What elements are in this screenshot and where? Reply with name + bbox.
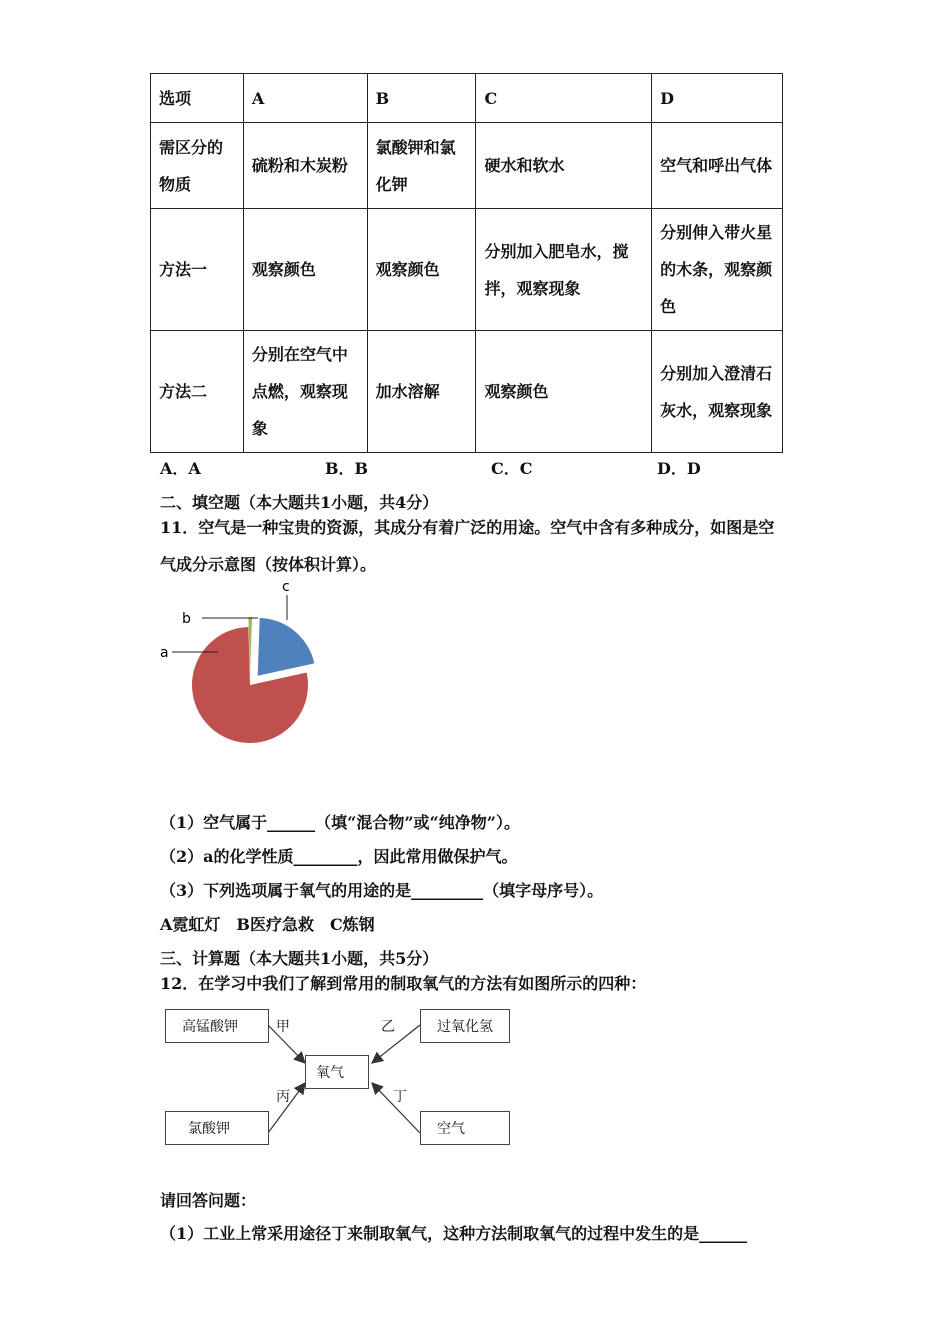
table-header-cell: C [476,74,652,123]
table-cell: 氯酸钾和氯化钾 [367,123,476,209]
choice-d: D．D [657,459,701,478]
box-kmno4: 高锰酸钾 [165,1009,269,1043]
label-ding: 丁 [393,1089,407,1105]
table-cell: 观察颜色 [476,331,652,453]
label-yi: 乙 [381,1019,395,1035]
table-row [151,331,783,453]
q11-sub3: （3）下列选项属于氧气的用途的是_________（填字母序号）。 [160,881,604,900]
table-cell: 分别在空气中点燃，观察现象 [243,331,367,453]
q12-prompt: 请回答问题： [160,1191,257,1210]
table-header-cell: A [243,74,367,123]
box-kclo3: 氯酸钾 [165,1111,269,1145]
table-cell: 观察颜色 [243,209,367,331]
table-cell: 分别伸入带火星的木条，观察颜色 [652,209,783,331]
pie-label-c: c [282,579,290,595]
q11-text-line2: 气成分示意图（按体积计算）。 [160,555,377,574]
box-h2o2: 过氧化氢 [420,1009,510,1043]
section3-title: 三、计算题（本大题共1小题，共5分） [160,949,439,968]
pie-label-b: b [182,611,191,627]
table-cell: 方法一 [151,209,244,331]
table-cell: 需区分的物质 [151,123,244,209]
table-header-cell: 选项 [151,74,244,123]
table-cell: 观察颜色 [367,209,476,331]
section2-title: 二、填空题（本大题共1小题，共4分） [160,493,439,512]
table-cell: 硬水和软水 [476,123,652,209]
table-cell: 硫粉和木炭粉 [243,123,367,209]
arrow-yi [372,1025,420,1063]
q11-text-line1: 11．空气是一种宝贵的资源，其成分有着广泛的用途。空气中含有多种成分，如图是空 [160,518,775,537]
table-cell: 分别加入肥皂水，搅拌，观察现象 [476,209,652,331]
label-bing: 丙 [276,1089,290,1105]
choice-a: A．A [160,459,201,478]
choice-c: C．C [491,459,533,478]
choice-b: B．B [325,459,369,478]
table-cell: 方法二 [151,331,244,453]
pie-label-a: a [160,645,169,661]
table-cell: 加水溶解 [367,331,476,453]
table-cell: 空气和呼出气体 [652,123,783,209]
table-row [151,123,783,209]
box-oxygen: 氧气 [305,1055,369,1089]
label-jia: 甲 [276,1019,290,1035]
table-row [151,209,783,331]
table-header-cell: B [367,74,476,123]
table-header-cell: D [652,74,783,123]
air-composition-pie [150,575,350,755]
table-row [151,74,783,123]
q11-sub3-options: A霓虹灯 B医疗急救 C炼钢 [160,915,375,934]
box-air: 空气 [420,1111,510,1145]
pie-slice-c [258,618,315,676]
table-cell: 分别加入澄清石灰水，观察现象 [652,331,783,453]
q12-sub1: （1）工业上常采用途径丁来制取氧气，这种方法制取氧气的过程中发生的是______ [160,1224,748,1243]
q11-sub2: （2）a的化学性质________，因此常用做保护气。 [160,847,518,866]
options-table [150,73,783,453]
q12-text: 12．在学习中我们了解到常用的制取氧气的方法有如图所示的四种： [160,974,647,993]
q11-sub1: （1）空气属于______（填“混合物”或“纯净物”）。 [160,813,520,832]
